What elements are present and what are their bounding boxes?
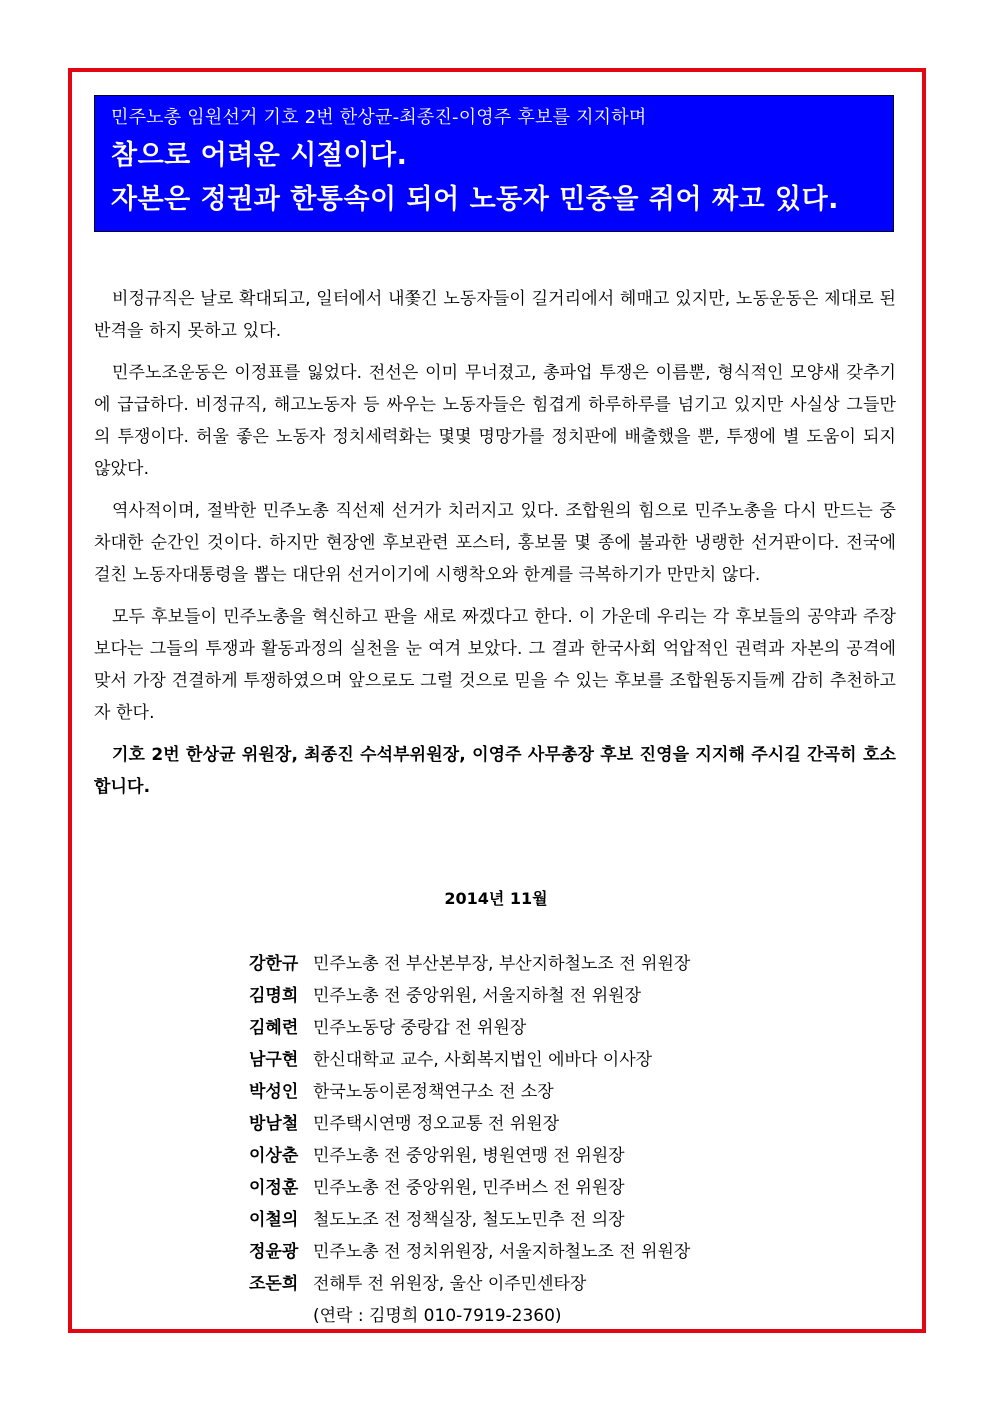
signer-name: 박성인	[249, 1082, 299, 1102]
signer-name: 강한규	[249, 954, 299, 974]
signer-row	[249, 1044, 690, 1076]
signer-title: 민주노총 전 정치위원장, 서울지하철노조 전 위원장	[313, 1242, 691, 1262]
signer-row	[249, 1012, 690, 1044]
signer-title: 한신대학교 교수, 사회복지법인 에바다 이사장	[313, 1050, 653, 1070]
signer-row	[249, 948, 690, 980]
signer-name: 김혜련	[249, 1018, 299, 1038]
signer-row	[249, 980, 690, 1012]
signer-name: 정윤광	[249, 1242, 299, 1262]
signer-name: 이정훈	[249, 1178, 299, 1198]
signer-name: 이상춘	[249, 1146, 299, 1166]
signer-row	[249, 1140, 690, 1172]
signer-title: 민주노동당 중랑갑 전 위원장	[313, 1018, 527, 1038]
header-banner	[94, 95, 894, 232]
signer-title: 한국노동이론정책연구소 전 소장	[313, 1082, 554, 1102]
signer-row	[249, 1204, 690, 1236]
signer-title: 민주노총 전 중앙위원, 민주버스 전 위원장	[313, 1178, 625, 1198]
header-subtitle: 민주노총 임원선거 기호 2번 한상균-최종진-이영주 후보를 지지하며	[111, 107, 647, 128]
signer-list	[249, 948, 690, 1332]
signer-name: 방남철	[249, 1114, 299, 1134]
date: 2014년 11월	[444, 889, 548, 908]
signer-row	[249, 1172, 690, 1204]
signer-title: 철도노조 전 정책실장, 철도노민추 전 의장	[313, 1210, 625, 1230]
signer-title: 전해투 전 위원장, 울산 이주민센타장	[313, 1274, 587, 1294]
contact-info: (연락 : 김명희 010-7919-2360)	[313, 1306, 562, 1326]
paragraph: 민주노조운동은 이정표를 잃었다. 전선은 이미 무너졌고, 총파업 투쟁은 이름뿐, 형식적인 모양새 갖추기에 급급하다. 비정규직, 해고노동자 등 싸우는 노동자들은 힘겹게 하루하루를 넘기고 있지만 사실상 그들만의 투쟁이다. 허울 좋은 노동자 정치세력화는 몇몇 명망가를 정치판에 배출했을 뿐, 투쟁에 별 도움이 되지 않았다.	[94, 363, 896, 479]
signer-title: 민주노총 전 중앙위원, 병원연맹 전 위원장	[313, 1146, 625, 1166]
headline-line-2: 자본은 정권과 한통속이 되어 노동자 민중을 쥐어 짜고 있다.	[111, 184, 839, 215]
signer-name: 남구현	[249, 1050, 299, 1070]
signer-name: 김명희	[249, 986, 299, 1006]
signer-title: 민주택시연맹 정오교통 전 위원장	[313, 1114, 560, 1134]
signer-title: 민주노총 전 부산본부장, 부산지하철노조 전 위원장	[313, 954, 691, 974]
paragraph: 모두 후보들이 민주노총을 혁신하고 판을 새로 짜겠다고 한다. 이 가운데 우리는 각 후보들의 공약과 주장보다는 그들의 투쟁과 활동과정의 실천을 눈 여겨 보았다. 그 결과 한국사회 억압적인 권력과 자본의 공격에 맞서 가장 견결하게 투쟁하였으며 앞으로도 그럴 것으로 믿을 수 있는 후보를 조합원동지들께 감히 추천하고자 한다.	[94, 607, 896, 723]
signer-row	[249, 1076, 690, 1108]
signer-title: 민주노총 전 중앙위원, 서울지하철 전 위원장	[313, 986, 642, 1006]
signer-name: 조돈희	[249, 1274, 299, 1294]
signer-row	[249, 1108, 690, 1140]
signer-name: 이철의	[249, 1210, 299, 1230]
paragraph: 역사적이며, 절박한 민주노총 직선제 선거가 치러지고 있다. 조합원의 힘으로 민주노총을 다시 만드는 중차대한 순간인 것이다. 하지만 현장엔 후보관련 포스터, 홍보물 몇 종에 불과한 냉랭한 선거판이다. 전국에 걸친 노동자대통령을 뽑는 대단위 선거이기에 시행착오와 한계를 극복하기가 만만치 않다.	[94, 501, 896, 585]
signer-row	[249, 1268, 690, 1300]
headline-line-1: 참으로 어려운 시절이다.	[111, 140, 408, 171]
signer-row	[249, 1236, 690, 1268]
paragraph: 비정규직은 날로 확대되고, 일터에서 내쫓긴 노동자들이 길거리에서 헤매고 있지만, 노동운동은 제대로 된 반격을 하지 못하고 있다.	[94, 289, 896, 341]
statement-body	[94, 283, 896, 803]
appeal-paragraph: 기호 2번 한상균 위원장, 최종진 수석부위원장, 이영주 사무총장 후보 진영을 지지해 주시길 간곡히 호소합니다.	[94, 745, 896, 797]
